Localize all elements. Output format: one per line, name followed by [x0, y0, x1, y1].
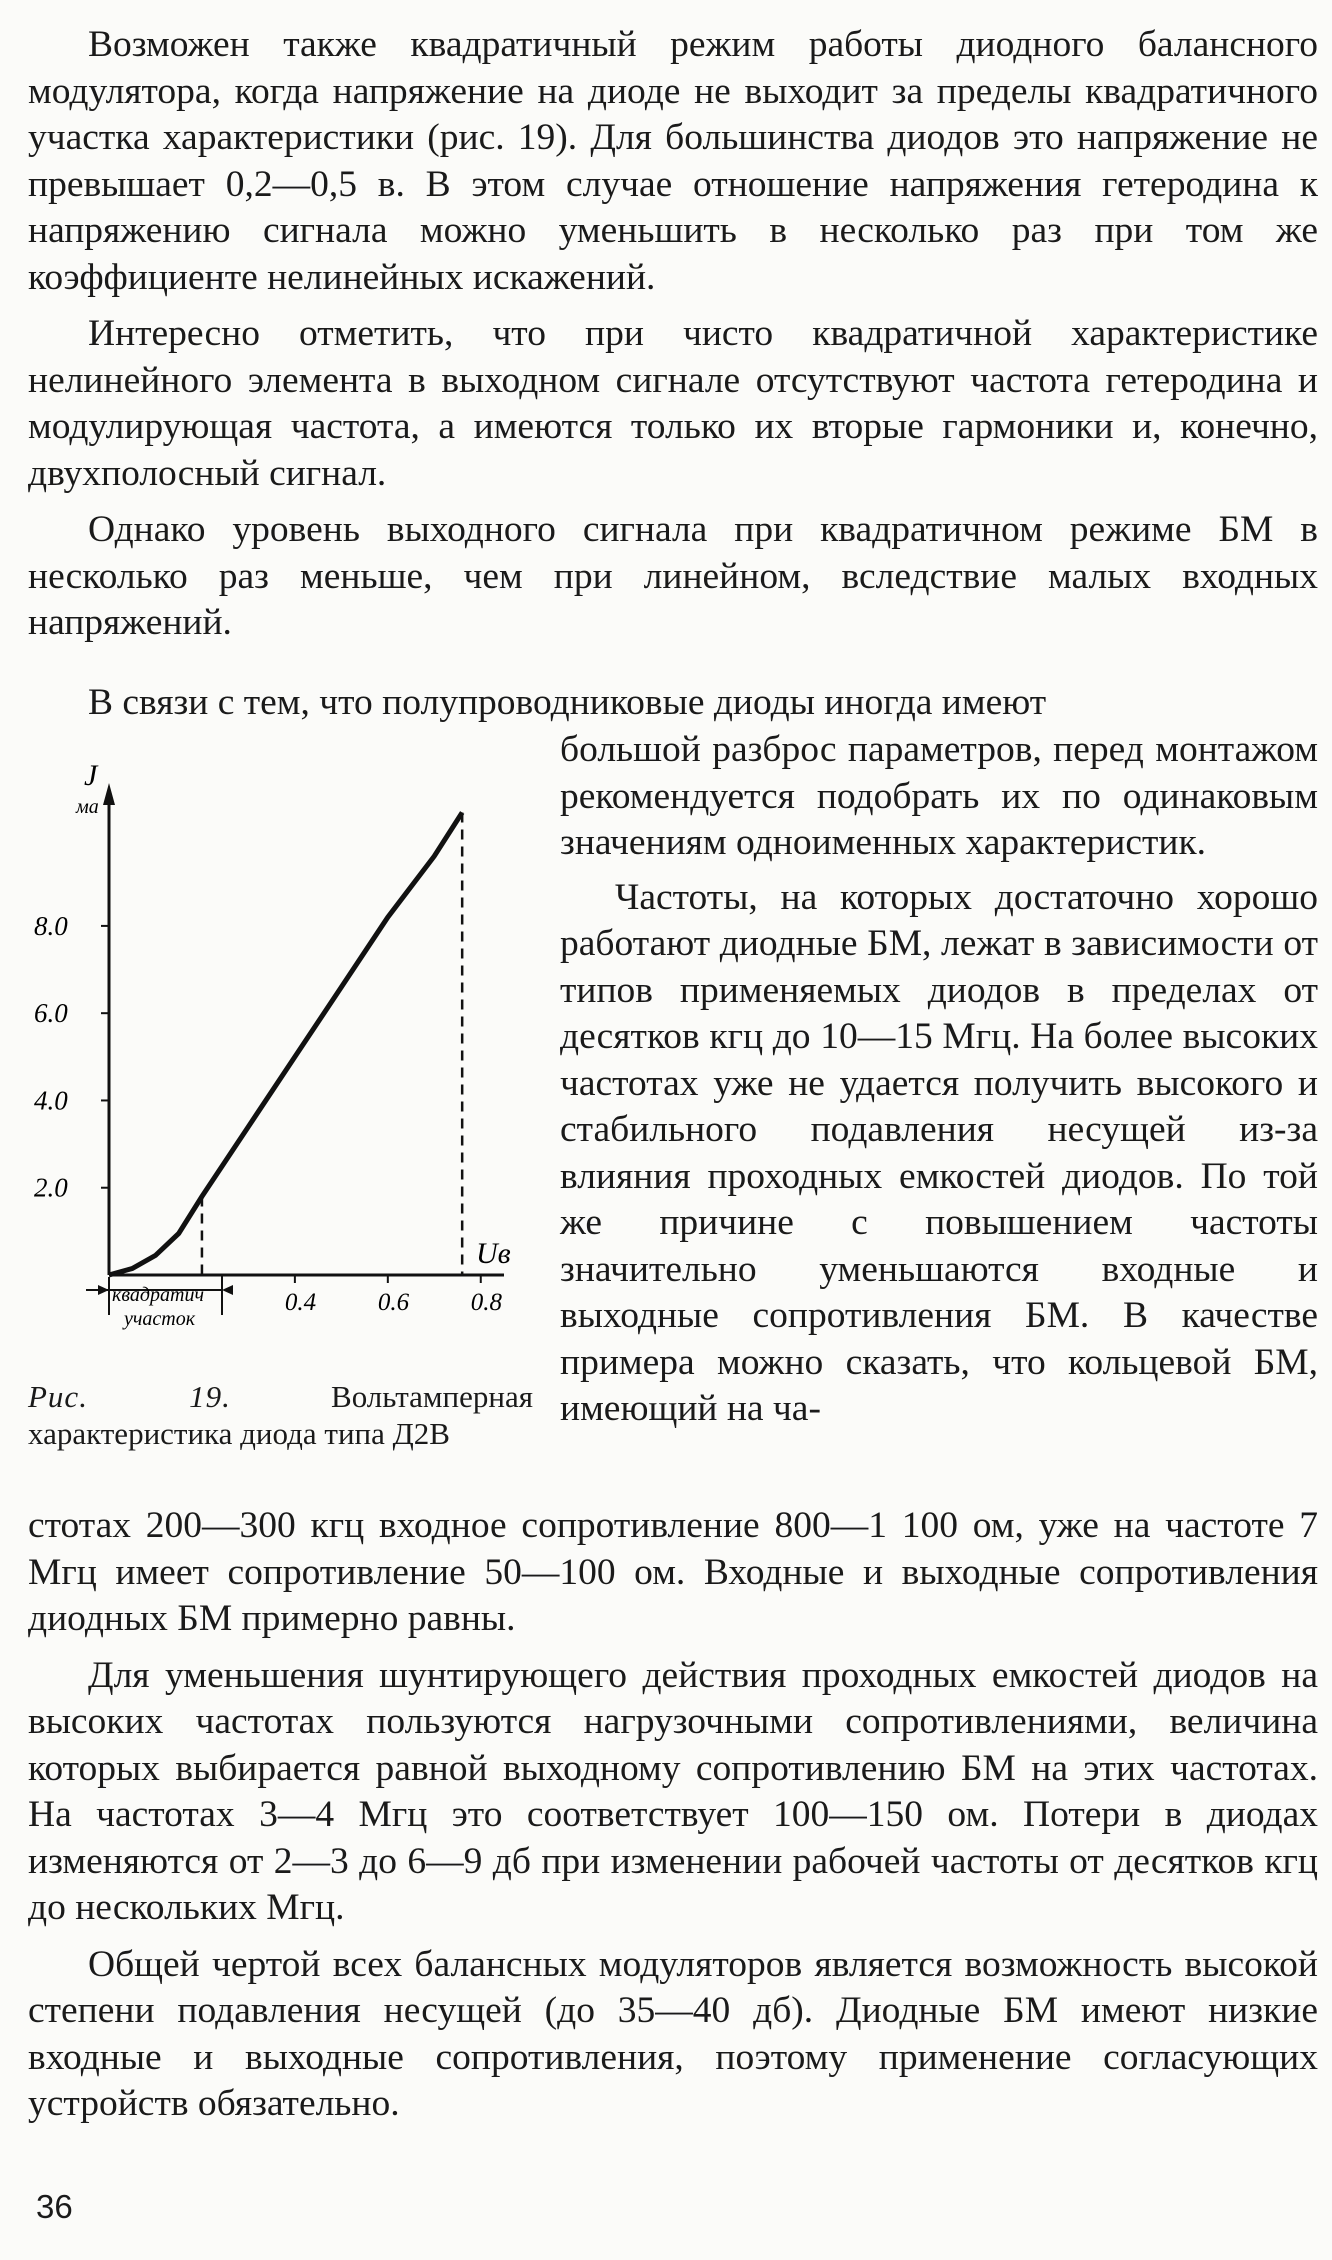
paragraph: стотах 200—300 кгц входное сопротивление 800—1 100 ом, уже на частоте 7 Мгц имеет сопротивление 50—100 ом. Входные и выходные сопротивления диодных БМ примерно равны. [28, 1505, 1318, 1639]
y-axis-label: J [84, 759, 98, 792]
paragraph: Интересно отметить, что при чисто квадратичной характеристике нелинейного элемента в выходном сигнале отсутствуют частота гетеродина и модулирующая частота, а имеются только их вторые гармоники и, конечно, двухполосный сигнал. [28, 313, 1318, 494]
bottom-text-block [28, 1503, 1318, 2138]
x-axis-label: Uв [476, 1237, 511, 1270]
x-tick-label: 0.8 [470, 1289, 503, 1316]
caption-text: Вольтамперная характеристика диода типа Д2В [28, 1379, 533, 1451]
y-axis-arrow [103, 783, 115, 805]
figure-19 [24, 755, 534, 1365]
paragraph: Для уменьшения шунтирующего действия проходных емкостей диодов на высоких частотах пользуются нагрузочными сопротивлениями, величина которых выбирается равной выходному сопротивлению БМ на этих частотах. На частотах 3—4 Мгц это соответствует 100—150 ом. Потери в диодах изменяются от 2—3 до 6—9 дб при изменении рабочей частоты от десятков кгц до нескольких Мгц. [28, 1654, 1318, 1928]
figure-caption [28, 1378, 533, 1452]
region-label: участок [124, 1308, 196, 1330]
right-text-column [560, 727, 1318, 1441]
y-axis-unit: ма [76, 796, 99, 818]
iv-curve [109, 813, 462, 1276]
page-number: 36 [36, 2188, 73, 2225]
y-tick-label: 6.0 [34, 998, 68, 1029]
paragraph: Однако уровень выходного сигнала при квадратичном режиме БМ в несколько раз меньше, чем при линейном, вследствие малых входных напряжений. [28, 509, 1318, 643]
x-tick-label: 0.6 [377, 1289, 410, 1316]
iv-chart [24, 755, 534, 1365]
region-label: квадратич [112, 1284, 205, 1306]
y-tick-label: 4.0 [34, 1085, 68, 1116]
x-tick-label: 0.4 [284, 1289, 317, 1316]
paragraph: Возможен также квадратичный режим работы диодного балансного модулятора, когда напряжение на диоде не выходит за пределы квадратичного участка характеристики (рис. 19). Для большинства диодов это напряжение не превышает 0,2—0,5 в. В этом случае отношение напряжения гетеродина к напряжению сигнала можно уменьшить в несколько раз при том же коэффициенте нелинейных искажений. [28, 24, 1318, 298]
y-tick-label: 8.0 [34, 910, 68, 941]
y-tick-label: 2.0 [34, 1172, 68, 1203]
region-arrow-head [98, 1285, 109, 1295]
paragraph: Частоты, на которых достаточно хорошо работают диодные БМ, лежат в зависимости от типов применяемых диодов в пределах от десятков кгц до 10—15 Мгц. На более высоких частотах уже не удается получить высокого и стабильного подавления несущей из-за влияния проходных емкостей диодов. По той же причине с повышением частоты значительно уменьшаются входные и выходные сопротивления БМ. В качестве примера можно сказать, что кольцевой БМ, имеющий на ча- [560, 876, 1318, 1429]
paragraph: большой разброс параметров, перед монтажом рекомендуется подобрать их по одинаковым значениям одноименных характеристик. [560, 729, 1318, 863]
top-text-block [28, 22, 1318, 657]
intro-line: В связи с тем, что полупроводниковые диоды иногда имеют [88, 682, 1047, 723]
caption-label: Рис. 19. [28, 1379, 231, 1414]
region-arrow-head [222, 1285, 233, 1295]
paragraph: Общей чертой всех балансных модуляторов является возможность высокой степени подавления несущей (до 35—40 дб). Диодные БМ имеют низкие входные и выходные сопротивления, поэтому применение согласующих устройств обязательно. [28, 1943, 1318, 2124]
